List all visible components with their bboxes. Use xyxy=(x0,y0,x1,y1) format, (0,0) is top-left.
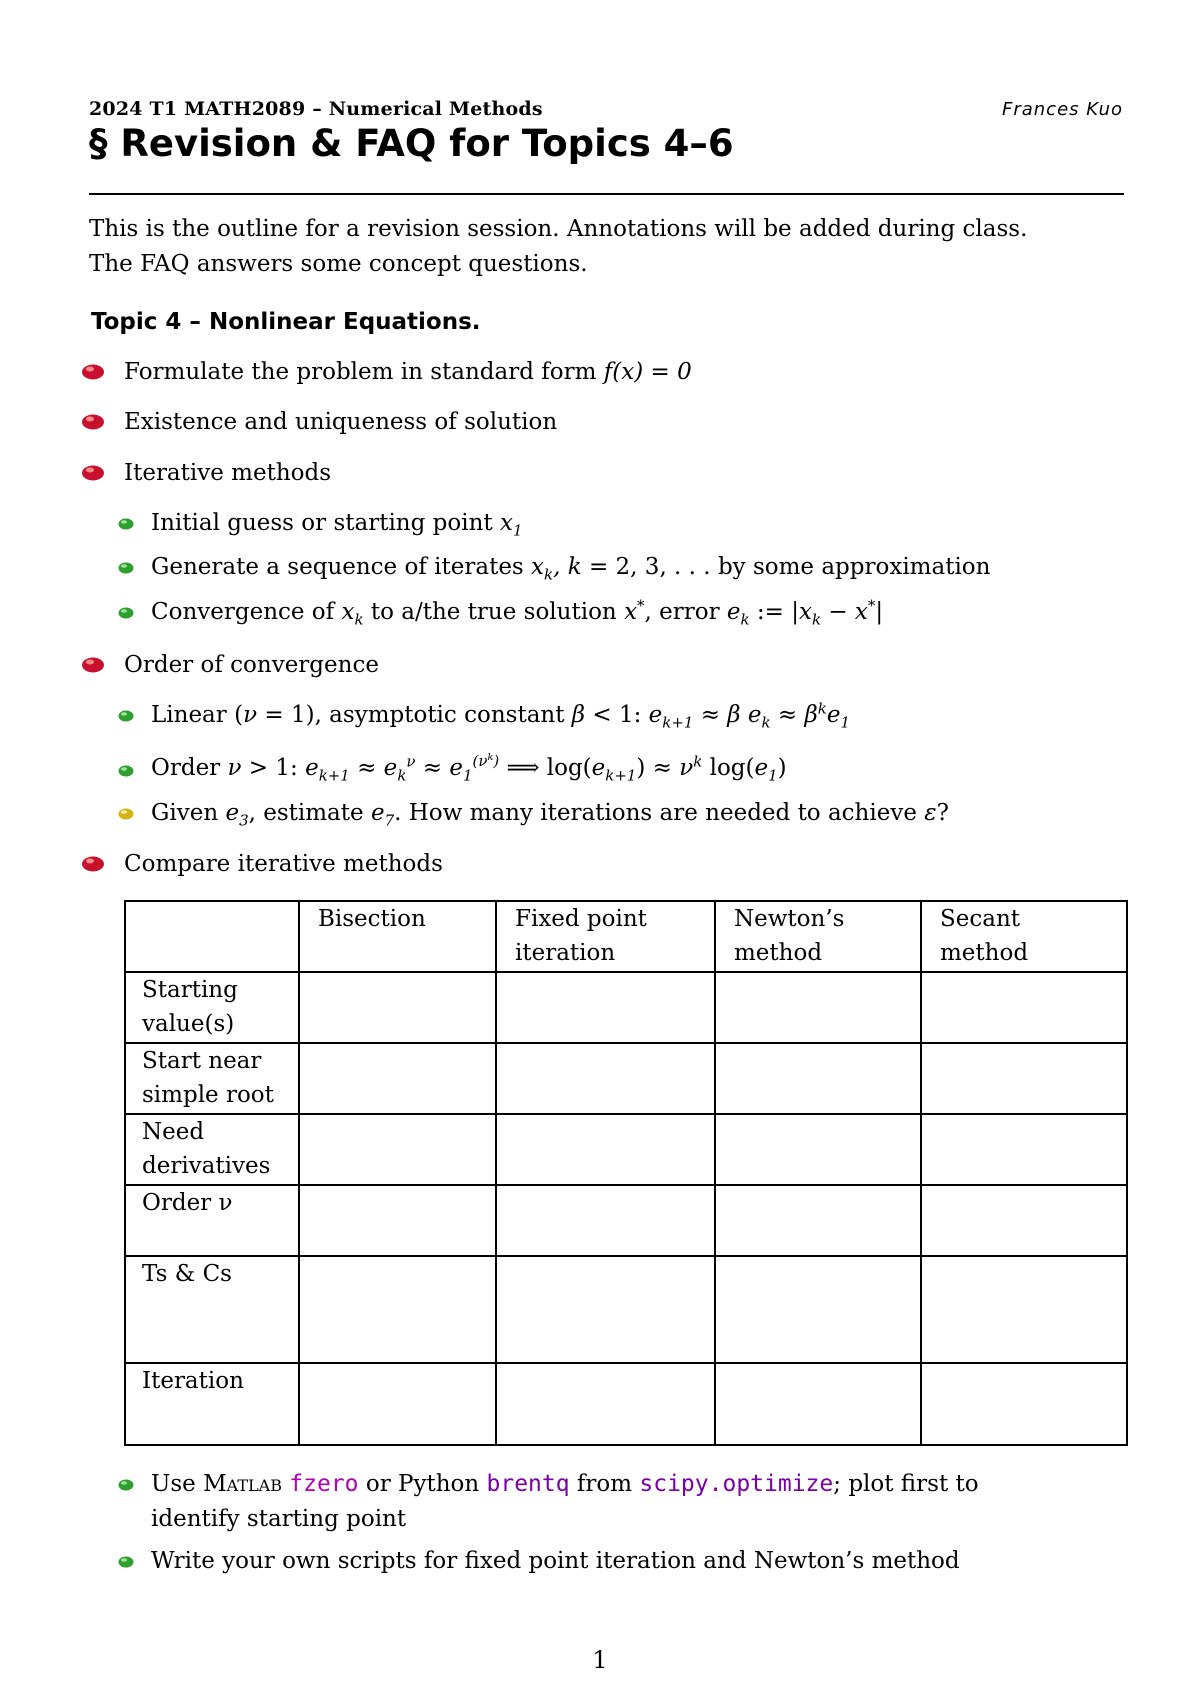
list-item-given: Given $e_3$, estimate $e_7$. How many iterations are needed to achieve ε? xyxy=(151,800,949,830)
table-cell xyxy=(299,1114,496,1185)
row-label: Iteration xyxy=(125,1363,299,1445)
table-cell xyxy=(496,1256,715,1363)
table-cell xyxy=(715,1185,921,1256)
table-cell xyxy=(715,1114,921,1185)
table-cell xyxy=(921,1043,1127,1114)
table-cell xyxy=(715,1043,921,1114)
list-item-order: Order of convergence xyxy=(124,652,379,678)
table-cell xyxy=(299,972,496,1043)
list-item-initial-guess: Initial guess or starting point $x_1$ xyxy=(151,510,523,540)
intro-line-2: The FAQ answers some concept questions. xyxy=(89,251,588,277)
table-header-row xyxy=(125,901,1127,972)
green-ball-bullet-icon xyxy=(117,708,135,723)
course-header: 2024 T1 MATH2089 – Numerical Methods xyxy=(89,98,543,120)
page-number: 1 xyxy=(592,1646,608,1674)
table-row xyxy=(125,1185,1127,1256)
code-fzero: fzero xyxy=(289,1471,359,1497)
list-item-tools-cont: identify starting point xyxy=(151,1506,407,1532)
list-item-compare: Compare iterative methods xyxy=(124,851,443,877)
table-cell xyxy=(299,1043,496,1114)
page-title: § Revision & FAQ for Topics 4–6 xyxy=(89,122,734,165)
list-item-formulate: Formulate the problem in standard form f(x) = 0 xyxy=(124,359,692,385)
list-item-convergence: Convergence of $x_k$ to a/the true solution x*, error $e_k$ := $|x_k - x^*|$ xyxy=(151,596,884,629)
table-header-cell: Newton’s method xyxy=(715,901,921,972)
list-item-tools: Use Matlab fzero or Python brentq from scipy.optimize; plot first to xyxy=(151,1471,979,1497)
green-ball-bullet-icon xyxy=(117,1554,135,1569)
table-cell xyxy=(496,1043,715,1114)
table-cell xyxy=(496,1185,715,1256)
table-cell xyxy=(496,1363,715,1445)
red-ball-bullet-icon xyxy=(80,412,105,431)
table-row xyxy=(125,1043,1127,1114)
table-row xyxy=(125,1363,1127,1445)
green-ball-bullet-icon xyxy=(117,516,135,531)
intro-paragraph xyxy=(89,212,1129,282)
table-header-cell: Secant method xyxy=(921,901,1127,972)
row-label: Ts & Cs xyxy=(125,1256,299,1363)
green-ball-bullet-icon xyxy=(117,1477,135,1492)
green-ball-bullet-icon xyxy=(117,605,135,620)
green-ball-bullet-icon xyxy=(117,560,135,575)
row-label: Order ν xyxy=(125,1185,299,1256)
table-cell xyxy=(715,972,921,1043)
table-cell xyxy=(299,1363,496,1445)
table-cell xyxy=(299,1185,496,1256)
table-cell xyxy=(921,972,1127,1043)
row-label: Starting value(s) xyxy=(125,972,299,1043)
table-row xyxy=(125,1256,1127,1363)
list-item-existence: Existence and uniqueness of solution xyxy=(124,409,558,435)
code-scipy-optimize: scipy.optimize xyxy=(639,1471,834,1497)
table-row xyxy=(125,972,1127,1043)
table-cell xyxy=(921,1256,1127,1363)
table-cell xyxy=(496,972,715,1043)
list-item-linear: Linear (ν = 1), asymptotic constant β < 1: $e_{k+1} \approx \beta$ $e_k \approx \beta^ke_1$ xyxy=(151,699,850,732)
row-label: Need derivatives xyxy=(125,1114,299,1185)
table-cell xyxy=(921,1114,1127,1185)
row-label: Start near simple root xyxy=(125,1043,299,1114)
table-header-cell: Fixed point iteration xyxy=(496,901,715,972)
red-ball-bullet-icon xyxy=(80,655,105,674)
author-name: Frances Kuo xyxy=(1001,99,1123,120)
table-cell xyxy=(921,1185,1127,1256)
table-row xyxy=(125,1114,1127,1185)
intro-line-1: This is the outline for a revision session. Annotations will be added during class. xyxy=(89,216,1028,242)
table-cell xyxy=(496,1114,715,1185)
table-cell xyxy=(715,1363,921,1445)
red-ball-bullet-icon xyxy=(80,362,105,381)
red-ball-bullet-icon xyxy=(80,854,105,873)
yellow-ball-bullet-icon xyxy=(117,806,135,821)
green-ball-bullet-icon xyxy=(117,763,135,778)
table-cell xyxy=(715,1256,921,1363)
table-cell xyxy=(299,1256,496,1363)
table-cell xyxy=(921,1363,1127,1445)
table-header-cell xyxy=(125,901,299,972)
list-item-order-nu: Order ν > 1: $e_{k+1} \approx e_k^\nu \approx e_1^{(\nu^k)}$ ⟹ $\log(e_{k+1}) \approx \nu^k$ $\log(e_1)$ xyxy=(151,752,787,785)
table-header-cell: Bisection xyxy=(299,901,496,972)
red-ball-bullet-icon xyxy=(80,463,105,482)
topic-heading: Topic 4 – Nonlinear Equations. xyxy=(91,309,481,335)
list-item-scripts: Write your own scripts for fixed point iteration and Newton’s method xyxy=(151,1548,960,1574)
list-item-iterative: Iterative methods xyxy=(124,460,332,486)
comparison-table xyxy=(124,900,1128,1446)
title-rule xyxy=(89,193,1124,195)
list-item-generate: Generate a sequence of iterates $x_k$, k = 2, 3, . . . by some approximation xyxy=(151,554,991,584)
code-brentq: brentq xyxy=(486,1471,570,1497)
